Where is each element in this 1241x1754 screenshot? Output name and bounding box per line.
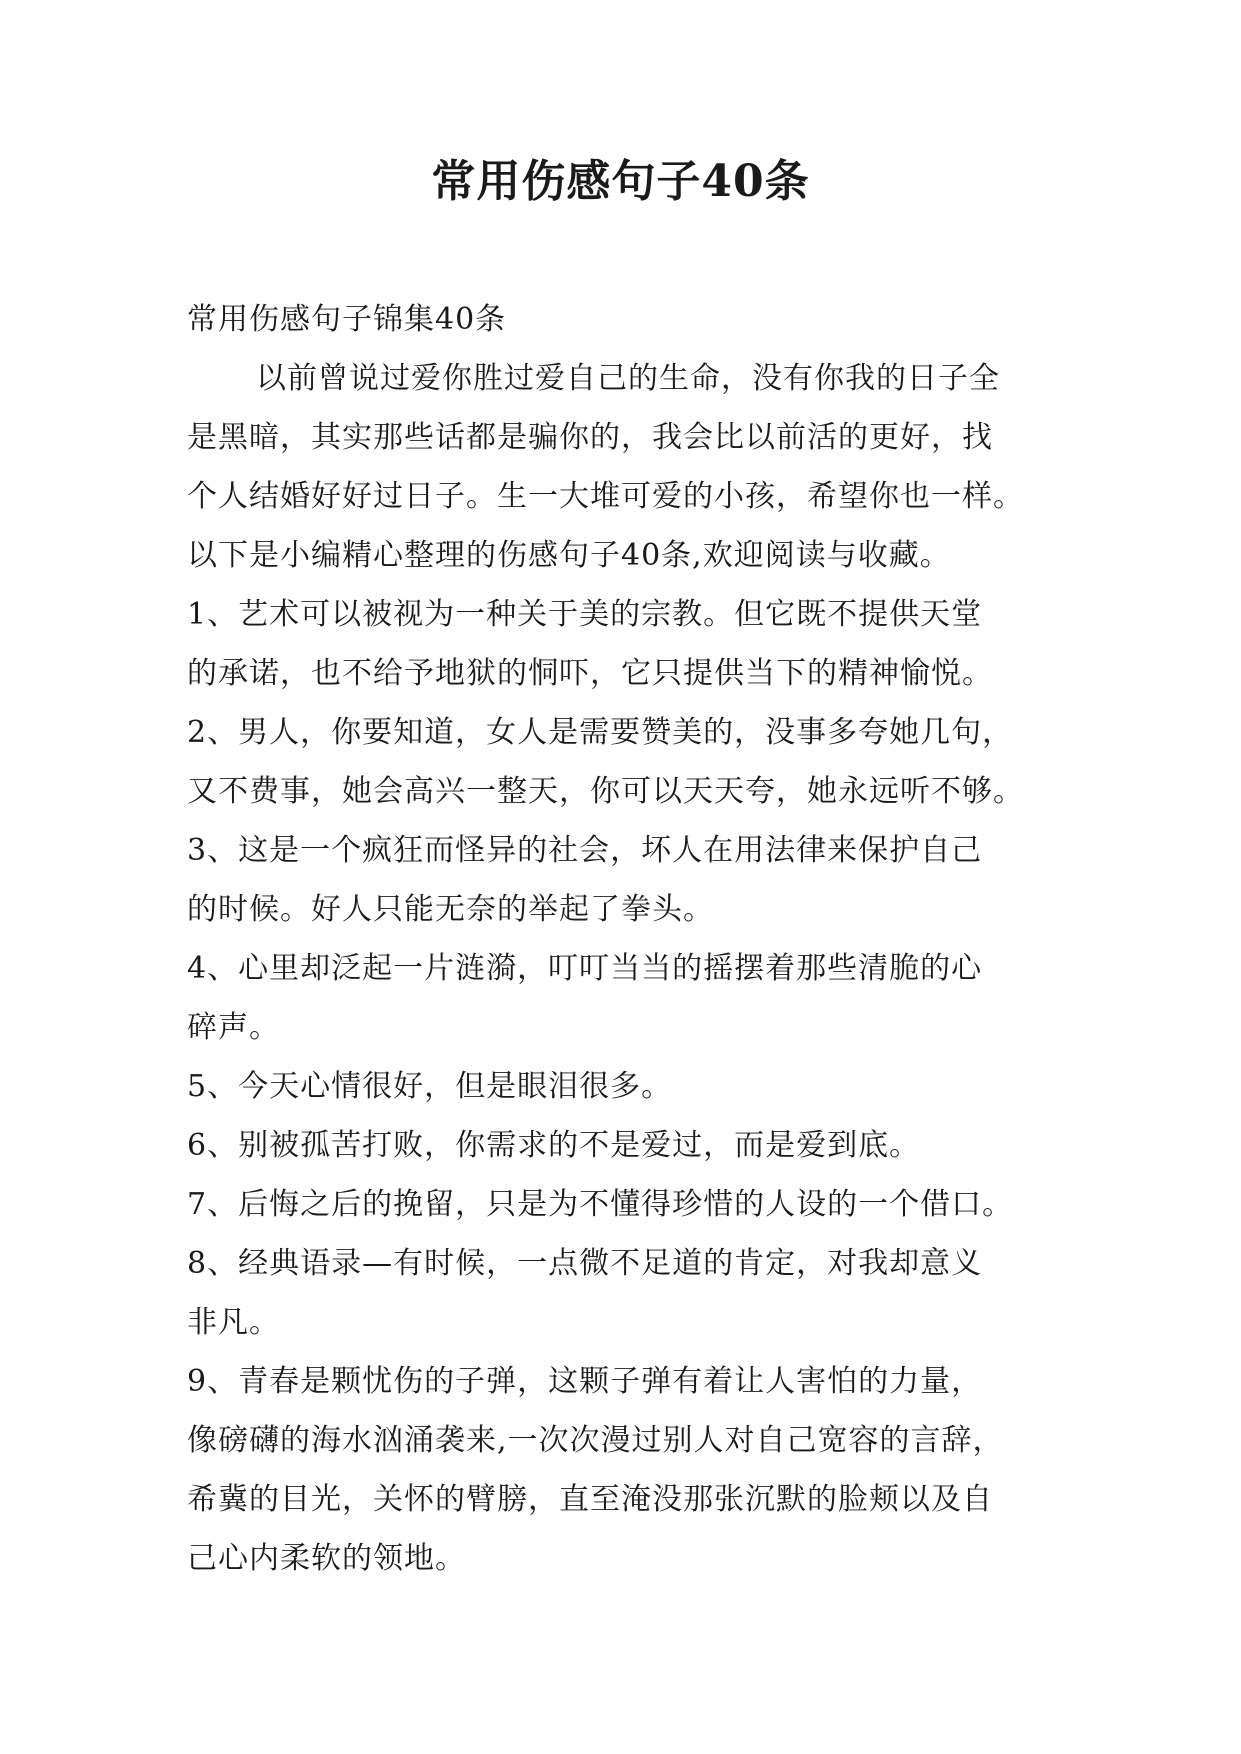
item-7-line-1: 7、后悔之后的挽留，只是为不懂得珍惜的人设的一个借口。 bbox=[187, 1187, 1014, 1222]
item-9-line-2: 像磅礴的海水汹涌袭来,一次次漫过别人对自己宽容的言辞， bbox=[187, 1423, 1004, 1458]
item-1-line-1: 1、艺术可以被视为一种关于美的宗教。但它既不提供天堂 bbox=[187, 597, 983, 632]
item-6-line-1: 6、别被孤苦打败，你需求的不是爱过，而是爱到底。 bbox=[187, 1128, 921, 1163]
item-8-line-1: 8、经典语录—有时候，一点微不足道的肯定，对我却意义 bbox=[187, 1246, 983, 1281]
subtitle-line: 常用伤感句子锦集40条 bbox=[187, 302, 507, 337]
intro-line-1: 以前曾说过爱你胜过爱自己的生命，没有你我的日子全 bbox=[256, 361, 1000, 396]
intro-line-2: 是黑暗，其实那些话都是骗你的，我会比以前活的更好，找 bbox=[187, 420, 993, 455]
item-9-line-4: 己心内柔软的领地。 bbox=[187, 1541, 466, 1576]
item-3-line-2: 的时候。好人只能无奈的举起了拳头。 bbox=[187, 892, 714, 927]
item-5-line-1: 5、今天心情很好，但是眼泪很多。 bbox=[187, 1069, 673, 1104]
item-9-line-1: 9、青春是颗忧伤的子弹，这颗子弹有着让人害怕的力量， bbox=[187, 1364, 983, 1399]
document-title: 常用伤感句子40条 bbox=[431, 156, 810, 207]
item-3-line-1: 3、这是一个疯狂而怪异的社会，坏人在用法律来保护自己 bbox=[187, 833, 983, 868]
item-2-line-1: 2、男人，你要知道，女人是需要赞美的，没事多夸她几句， bbox=[187, 715, 1014, 750]
item-4-line-1: 4、心里却泛起一片涟漪，叮叮当当的摇摆着那些清脆的心 bbox=[187, 951, 983, 986]
intro-line-4: 以下是小编精心整理的伤感句子40条,欢迎阅读与收藏。 bbox=[187, 538, 951, 573]
item-8-line-2: 非凡。 bbox=[187, 1305, 280, 1340]
item-2-line-2: 又不费事，她会高兴一整天，你可以天天夸，她永远听不够。 bbox=[187, 774, 1024, 809]
item-1-line-2: 的承诺，也不给予地狱的恫吓，它只提供当下的精神愉悦。 bbox=[187, 656, 993, 691]
intro-line-3: 个人结婚好好过日子。生一大堆可爱的小孩，希望你也一样。 bbox=[187, 479, 1024, 514]
document-body bbox=[187, 290, 1067, 1588]
item-4-line-2: 碎声。 bbox=[187, 1010, 280, 1045]
item-9-line-3: 希冀的目光，关怀的臂膀，直至淹没那张沉默的脸颊以及自 bbox=[187, 1482, 993, 1517]
